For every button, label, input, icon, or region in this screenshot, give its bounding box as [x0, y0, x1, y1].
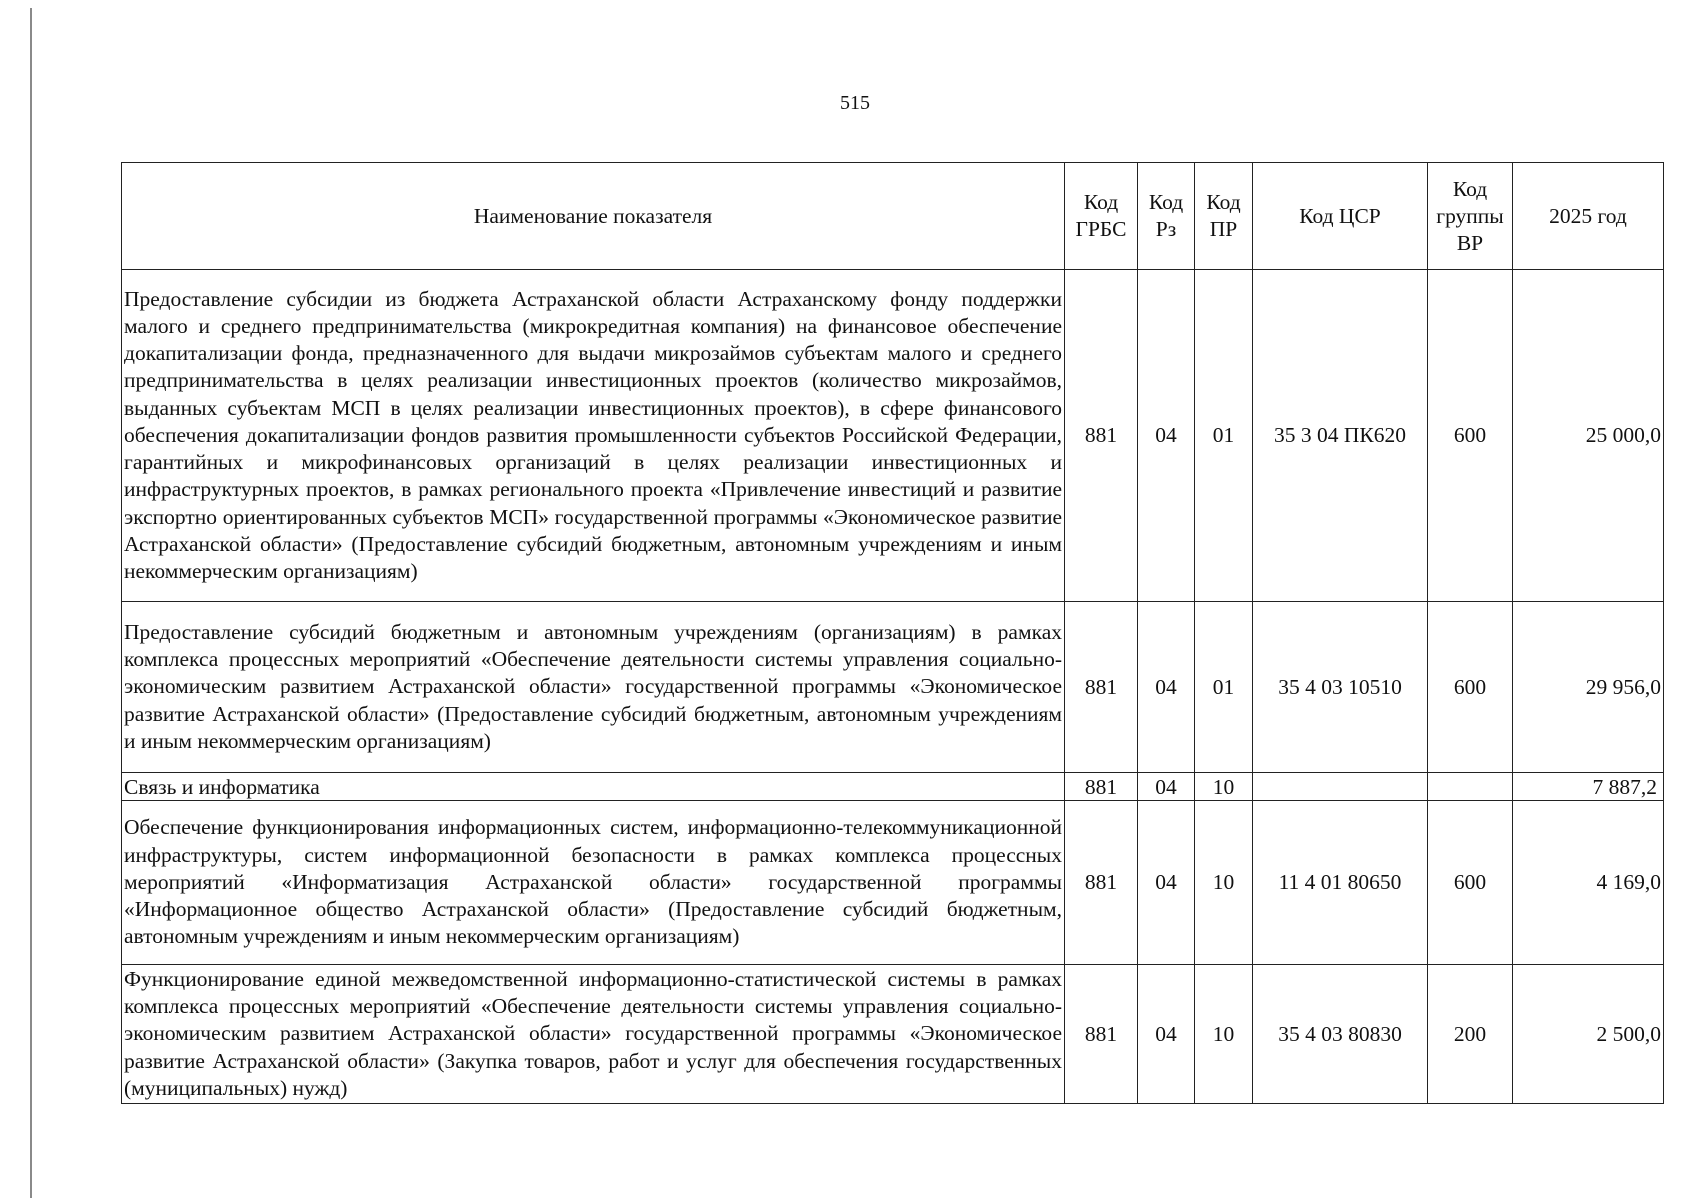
row-pr: 01: [1195, 602, 1253, 773]
row-amount: 4 169,0: [1513, 801, 1664, 965]
row-rz: 04: [1138, 773, 1195, 801]
header-pr: Код ПР: [1195, 163, 1253, 270]
row-pr: 10: [1195, 801, 1253, 965]
row-pr: 01: [1195, 270, 1253, 602]
row-rz: 04: [1138, 801, 1195, 965]
row-grbs: 881: [1065, 602, 1138, 773]
row-csr: [1253, 773, 1428, 801]
row-name: Обеспечение функционирования информационных систем, информационно-телекоммуникационной инфраструктуры, систем информационной безопасности в рамках комплекса процессных мероприятий «Информатизация Астраханской области» государственной программы «Информационное общество Астраханской области» (Предоставление субсидий бюджетным, автономным учреждениям и иным некоммерческим организациям): [122, 801, 1065, 965]
table-row: [122, 773, 1664, 801]
row-name: Предоставление субсидий бюджетным и автономным учреждениям (организациям) в рамках комплекса процессных мероприятий «Обеспечение деятельности системы управления социально-экономическим развитием Астраханской области» государственной программы «Экономическое развитие Астраханской области» (Предоставление субсидий бюджетным, автономным учреждениям и иным некоммерческим организациям): [122, 602, 1065, 773]
header-csr: Код ЦСР: [1253, 163, 1428, 270]
row-vr: 600: [1428, 602, 1513, 773]
row-rz: 04: [1138, 270, 1195, 602]
header-year: 2025 год: [1513, 163, 1664, 270]
row-name: Функционирование единой межведомственной информационно-статистической системы в рамках комплекса процессных мероприятий «Обеспечение деятельности системы управления социально-экономическим развитием Астраханской области» государственной программы «Экономическое развитие Астраханской области» (Закупка товаров, работ и услуг для обеспечения государственных (муниципальных) нужд): [122, 965, 1065, 1104]
row-vr: 200: [1428, 965, 1513, 1104]
row-amount: 7 887,2: [1513, 773, 1664, 801]
table-row: [122, 801, 1664, 965]
table-row: [122, 965, 1664, 1104]
row-vr: 600: [1428, 270, 1513, 602]
row-rz: 04: [1138, 602, 1195, 773]
row-csr: 35 4 03 10510: [1253, 602, 1428, 773]
row-csr: 35 3 04 ПК620: [1253, 270, 1428, 602]
header-name: Наименование показателя: [122, 163, 1065, 270]
page-number: 515: [840, 92, 870, 114]
budget-table: [121, 162, 1664, 1104]
row-grbs: 881: [1065, 801, 1138, 965]
row-vr: 600: [1428, 801, 1513, 965]
scan-edge-line: [30, 8, 32, 1198]
row-grbs: 881: [1065, 270, 1138, 602]
row-pr: 10: [1195, 773, 1253, 801]
row-name: Связь и информатика: [122, 773, 1065, 801]
row-pr: 10: [1195, 965, 1253, 1104]
header-vr: Код группы ВР: [1428, 163, 1513, 270]
header-rz: Код Рз: [1138, 163, 1195, 270]
header-grbs: Код ГРБС: [1065, 163, 1138, 270]
table-row: [122, 602, 1664, 773]
row-vr: [1428, 773, 1513, 801]
row-grbs: 881: [1065, 965, 1138, 1104]
row-rz: 04: [1138, 965, 1195, 1104]
row-csr: 11 4 01 80650: [1253, 801, 1428, 965]
row-name: Предоставление субсидии из бюджета Астраханской области Астраханскому фонду поддержки малого и среднего предпринимательства (микрокредитная компания) на финансовое обеспечение докапитализации фонда, предназначенного для выдачи микрозаймов субъектам малого и среднего предпринимательства в целях реализации инвестиционных проектов (количество микрозаймов, выданных субъектам МСП в целях реализации инвестиционных проектов), в сфере финансового обеспечения докапитализации фондов развития промышленности субъектов Российской Федерации, гарантийных и микрофинансовых организаций в целях реализации инвестиционных и инфраструктурных проектов, в рамках регионального проекта «Привлечение инвестиций и развитие экспортно ориентированных субъектов МСП» государственной программы «Экономическое развитие Астраханской области» (Предоставление субсидий бюджетным, автономным учреждениям и иным некоммерческим организациям): [122, 270, 1065, 602]
row-csr: 35 4 03 80830: [1253, 965, 1428, 1104]
row-grbs: 881: [1065, 773, 1138, 801]
row-amount: 2 500,0: [1513, 965, 1664, 1104]
row-amount: 25 000,0: [1513, 270, 1664, 602]
row-amount: 29 956,0: [1513, 602, 1664, 773]
table-header-row: [122, 163, 1664, 270]
table-row: [122, 270, 1664, 602]
